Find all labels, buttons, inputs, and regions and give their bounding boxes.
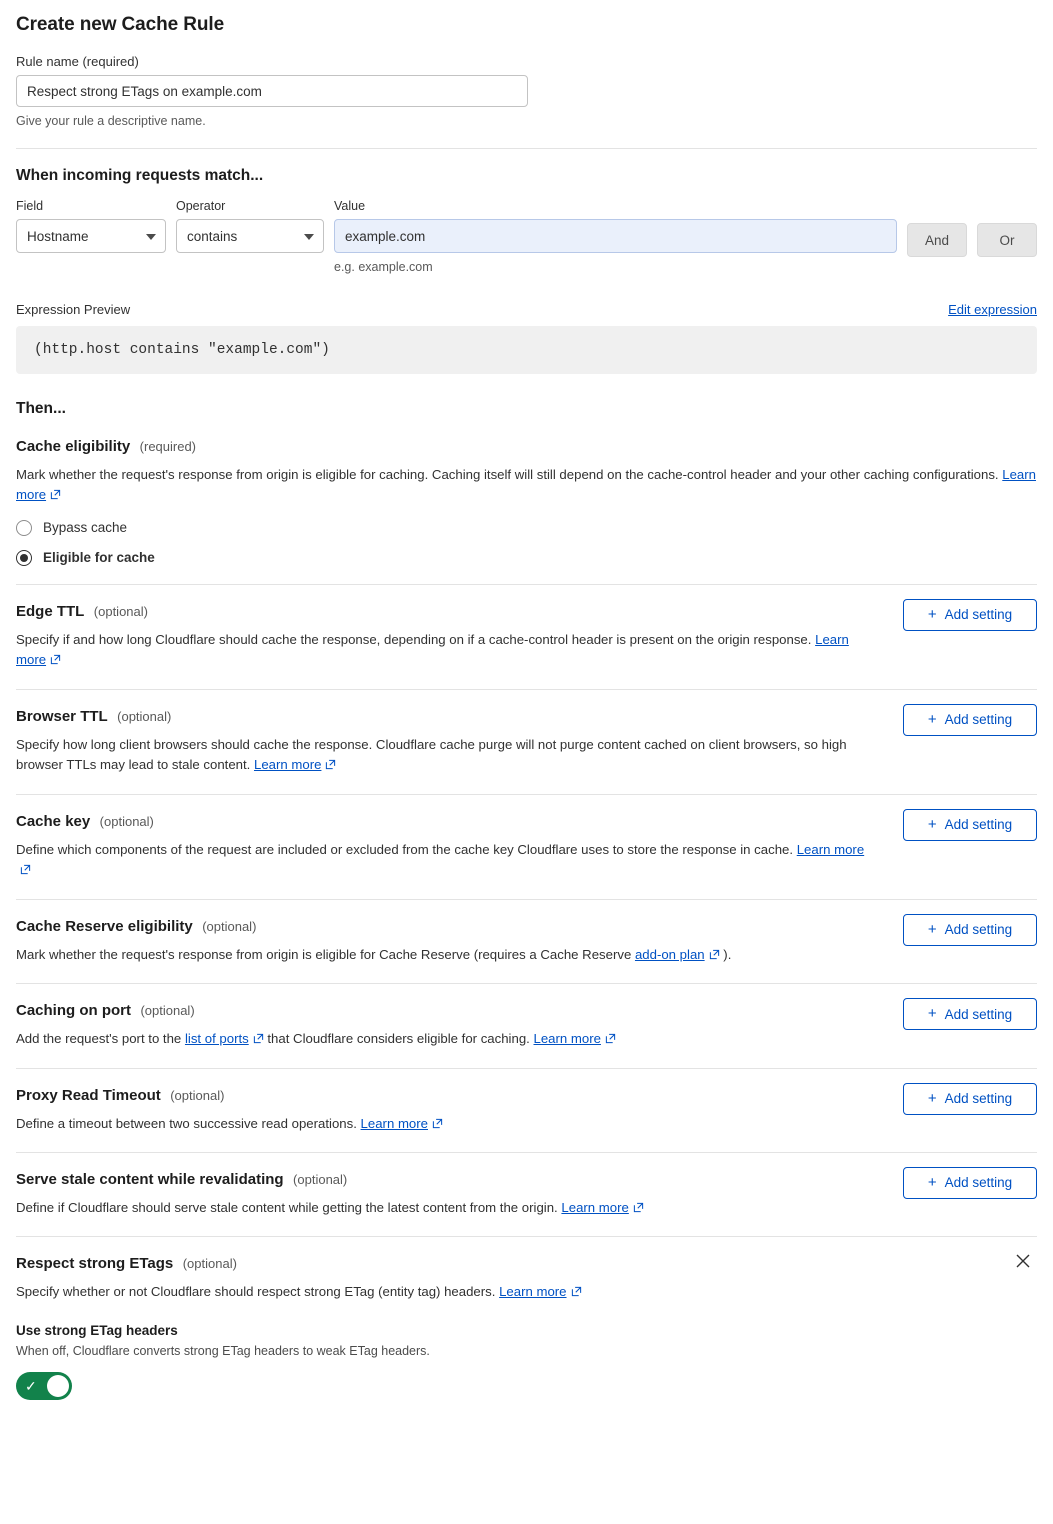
radio-selected-icon	[16, 550, 32, 566]
proxy-read-timeout-optional-tag: (optional)	[170, 1087, 225, 1103]
value-hint: e.g. example.com	[334, 260, 433, 274]
cache-reserve-optional-tag: (optional)	[202, 918, 257, 934]
proxy-read-timeout-block	[16, 1069, 1037, 1153]
add-setting-label: Add setting	[944, 607, 1013, 623]
cache-key-desc	[16, 840, 876, 881]
caching-on-port-optional-tag: (optional)	[140, 1003, 195, 1019]
external-link-icon	[571, 1286, 582, 1297]
external-link-icon	[50, 489, 61, 500]
add-setting-button-cache-reserve[interactable]	[903, 914, 1037, 946]
plus-icon: +	[927, 605, 937, 623]
operator-select-value: contains	[187, 228, 238, 244]
match-row	[16, 199, 1037, 274]
caching-on-port-block	[16, 984, 1037, 1068]
plus-icon: +	[927, 710, 937, 728]
proxy-read-timeout-title: Proxy Read Timeout	[16, 1086, 161, 1104]
use-strong-etag-headers-label: Use strong ETag headers	[16, 1322, 178, 1338]
external-link-icon	[253, 1033, 264, 1044]
cache-eligibility-title-row	[16, 438, 1037, 456]
learn-more-link[interactable]: Learn more	[360, 1115, 428, 1131]
remove-setting-button[interactable]	[1013, 1251, 1033, 1271]
add-setting-label: Add setting	[944, 712, 1013, 728]
field-label: Field	[16, 199, 44, 213]
external-link-icon	[605, 1033, 616, 1044]
cache-key-desc-text: Define which components of the request are included or excluded from the cache key Cloudflare uses to store the response in cache.	[16, 841, 794, 857]
learn-more-link[interactable]: Learn more	[16, 467, 1036, 503]
add-setting-label: Add setting	[944, 922, 1013, 938]
then-heading: Then...	[16, 400, 66, 417]
expression-preview-text: (http.host contains "example.com")	[16, 326, 1037, 374]
learn-more-link[interactable]: Learn more	[533, 1031, 601, 1047]
proxy-read-timeout-desc-text: Define a timeout between two successive read operations.	[16, 1115, 357, 1131]
edge-ttl-desc	[16, 630, 876, 671]
operator-select[interactable]	[176, 219, 324, 253]
add-setting-label: Add setting	[944, 1006, 1013, 1022]
browser-ttl-optional-tag: (optional)	[117, 708, 172, 724]
proxy-read-timeout-desc	[16, 1114, 876, 1134]
plus-icon: +	[927, 920, 937, 938]
serve-stale-content-block	[16, 1153, 1037, 1237]
divider-1	[16, 148, 1037, 149]
close-icon	[1013, 1251, 1033, 1271]
add-setting-label: Add setting	[944, 817, 1013, 833]
cache-reserve-title: Cache Reserve eligibility	[16, 917, 193, 935]
serve-stale-content-desc-text: Define if Cloudflare should serve stale content while getting the latest content from the origin.	[16, 1199, 558, 1215]
radio-eligible-for-cache-label: Eligible for cache	[43, 550, 155, 566]
toggle-knob	[47, 1375, 69, 1397]
rule-name-label: Rule name (required)	[16, 54, 139, 69]
caching-on-port-desc	[16, 1029, 876, 1049]
browser-ttl-title: Browser TTL	[16, 707, 108, 725]
cache-key-block	[16, 795, 1037, 900]
value-label: Value	[334, 199, 366, 213]
list-of-ports-link[interactable]: list of ports	[184, 1031, 249, 1047]
add-setting-label: Add setting	[944, 1175, 1013, 1191]
learn-more-link[interactable]: Learn more	[561, 1199, 629, 1215]
cache-key-title: Cache key	[16, 812, 91, 830]
external-link-icon	[20, 864, 31, 875]
operator-label: Operator	[176, 199, 226, 213]
respect-strong-etags-block	[16, 1237, 1037, 1417]
chevron-down-icon	[304, 234, 314, 240]
external-link-icon	[709, 949, 720, 960]
cache-reserve-desc-text-2: ).	[723, 946, 732, 962]
and-or-group	[907, 199, 1037, 257]
rule-name-help: Give your rule a descriptive name.	[16, 114, 206, 128]
external-link-icon	[432, 1118, 443, 1129]
radio-bypass-cache[interactable]	[16, 520, 1037, 536]
plus-icon: +	[927, 1005, 937, 1023]
use-strong-etag-headers-toggle[interactable]	[16, 1372, 72, 1400]
radio-icon	[16, 520, 32, 536]
caching-on-port-desc-text-1: Add the request's port to the	[16, 1031, 182, 1047]
add-setting-button-edge-ttl[interactable]	[903, 599, 1037, 631]
page-title: Create new Cache Rule	[16, 14, 225, 35]
plus-icon: +	[927, 1173, 937, 1191]
value-column	[334, 199, 897, 274]
plus-icon: +	[927, 815, 937, 833]
add-setting-button-caching-on-port[interactable]	[903, 998, 1037, 1030]
cache-reserve-eligibility-block	[16, 900, 1037, 984]
respect-strong-etags-title: Respect strong ETags	[16, 1255, 174, 1273]
add-setting-button-browser-ttl[interactable]	[903, 704, 1037, 736]
cache-reserve-desc	[16, 945, 876, 965]
cache-eligibility-desc	[16, 465, 1036, 506]
cache-key-optional-tag: (optional)	[99, 813, 154, 829]
field-column	[16, 199, 166, 253]
cache-eligibility-desc-text: Mark whether the request's response from origin is eligible for caching. Caching itself will still depend on the cache-control header and your other caching configurations.	[16, 467, 999, 482]
match-section-heading: When incoming requests match...	[16, 167, 264, 184]
browser-ttl-desc-text: Specify how long client browsers should cache the response. Cloudflare cache purge will not purge content cached on client browsers, so high browser TTLs may lead to stale content.	[16, 736, 847, 773]
serve-stale-content-desc	[16, 1198, 876, 1218]
add-setting-button-serve-stale-content[interactable]	[903, 1167, 1037, 1199]
add-setting-button-proxy-read-timeout[interactable]	[903, 1083, 1037, 1115]
field-select[interactable]	[16, 219, 166, 253]
respect-strong-etags-optional-tag: (optional)	[182, 1256, 237, 1272]
rule-name-input[interactable]	[16, 75, 528, 107]
edge-ttl-title: Edge TTL	[16, 602, 85, 620]
field-select-value: Hostname	[27, 228, 89, 244]
external-link-icon	[50, 654, 61, 665]
expression-header	[16, 302, 1037, 317]
external-link-icon	[633, 1202, 644, 1213]
add-on-plan-link[interactable]: add-on plan	[634, 946, 705, 962]
edit-expression-link[interactable]: Edit expression	[948, 302, 1037, 317]
radio-eligible-for-cache[interactable]	[16, 550, 1037, 566]
operator-column	[176, 199, 324, 253]
check-icon: ✓	[25, 1377, 37, 1394]
expression-preview-label: Expression Preview	[16, 302, 131, 317]
cache-eligibility-required-tag: (required)	[139, 439, 197, 454]
use-strong-etag-headers-desc: When off, Cloudflare converts strong ETag headers to weak ETag headers.	[16, 1343, 430, 1358]
or-button[interactable]: Or	[977, 223, 1037, 257]
edge-ttl-optional-tag: (optional)	[93, 603, 148, 619]
cache-eligibility-block	[16, 418, 1037, 585]
edge-ttl-desc-text: Specify if and how long Cloudflare should cache the response, depending on if a cache-control header is present on the origin response.	[16, 631, 812, 647]
learn-more-link[interactable]: Learn more	[16, 631, 849, 668]
browser-ttl-block	[16, 690, 1037, 795]
learn-more-link[interactable]: Learn more	[796, 841, 865, 857]
serve-stale-content-optional-tag: (optional)	[293, 1171, 348, 1187]
add-setting-button-cache-key[interactable]	[903, 809, 1037, 841]
radio-bypass-cache-label: Bypass cache	[43, 520, 128, 536]
and-button[interactable]: And	[907, 223, 967, 257]
edge-ttl-block	[16, 585, 1037, 690]
learn-more-link[interactable]: Learn more	[253, 757, 322, 773]
plus-icon: +	[927, 1089, 937, 1107]
add-setting-label: Add setting	[944, 1091, 1013, 1107]
value-input[interactable]	[334, 219, 897, 253]
cache-reserve-desc-text-1: Mark whether the request's response from origin is eligible for Cache Reserve (requires a Cache Reserve	[16, 946, 632, 962]
caching-on-port-desc-text-2: that Cloudflare considers eligible for caching.	[267, 1031, 530, 1047]
browser-ttl-desc	[16, 735, 876, 776]
cache-eligibility-title: Cache eligibility	[16, 438, 131, 455]
respect-strong-etags-desc	[16, 1282, 876, 1302]
learn-more-link[interactable]: Learn more	[499, 1284, 567, 1300]
respect-strong-etags-desc-text: Specify whether or not Cloudflare should respect strong ETag (entity tag) headers.	[16, 1284, 496, 1300]
chevron-down-icon	[146, 234, 156, 240]
caching-on-port-title: Caching on port	[16, 1002, 131, 1020]
rule-name-group	[16, 54, 1037, 128]
serve-stale-content-title: Serve stale content while revalidating	[16, 1170, 284, 1188]
external-link-icon	[325, 759, 336, 770]
